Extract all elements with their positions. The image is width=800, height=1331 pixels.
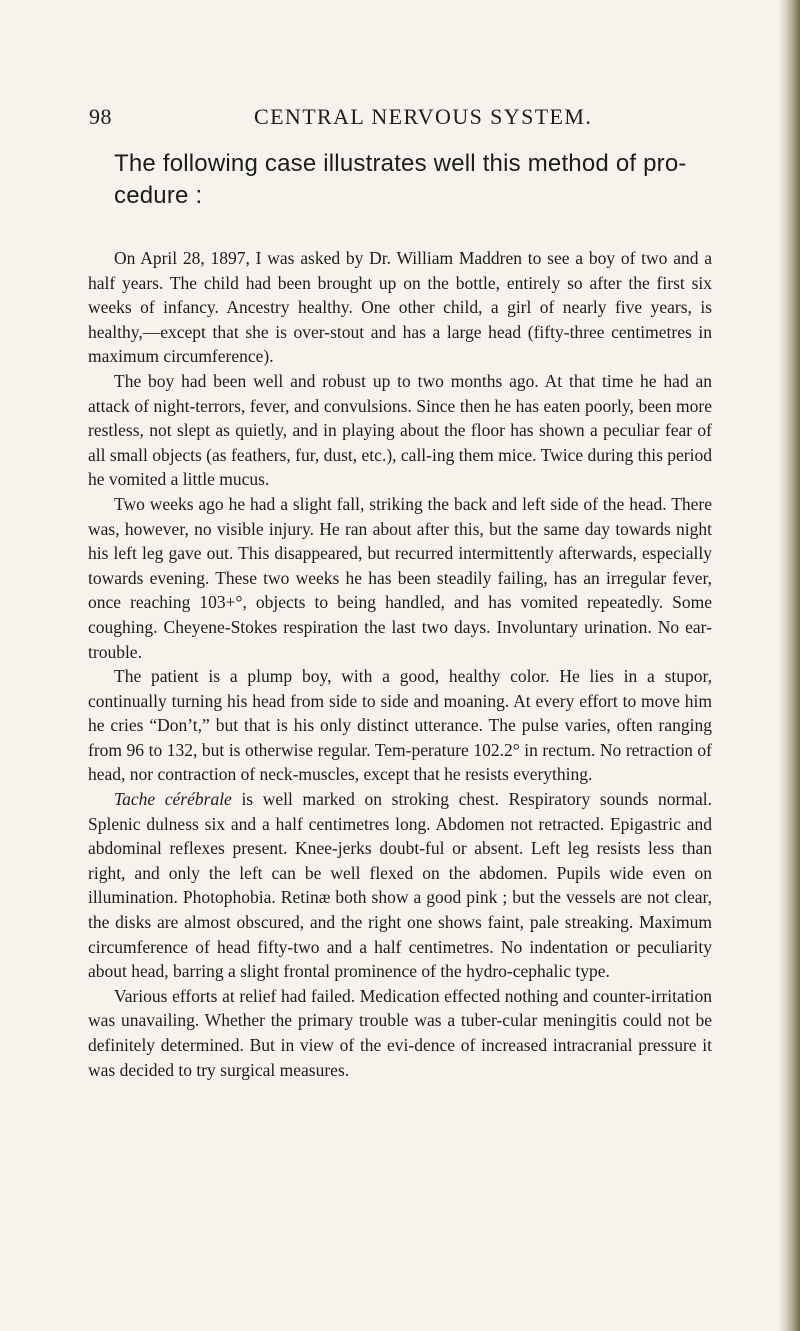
paragraph: The boy had been well and robust up to two months ago. At that time he had an attack of night-terrors, fever, and convulsions. Since then he has eaten poorly, been more restless, not slept as quietly, and in playing about the floor has shown a peculiar fear of all small objects (as feathers, fur, dust, etc.), call-ing them mice. Twice during this period he vomited a little mucus. (88, 370, 712, 490)
paragraph: Various efforts at relief had failed. Medication effected nothing and counter-irritation was unavailing. Whether the primary trouble was a tuber-cular meningitis could not be definitely determined. But in view of the evi-dence of increased intracranial pressure it was decided to try surgical measures. (88, 985, 712, 1080)
paragraph-tache (88, 787, 712, 984)
paragraph: Two weeks ago he had a slight fall, striking the back and left side of the head. There was, however, no visible injury. He ran about after this, but the same day towards night his left leg gave out. This disappeared, but recurred intermittently afterwards, especially towards evening. These two weeks he has been steadily failing, has an irregular fever, once reaching 103+°, objects to being handled, and has vomited repeatedly. Some coughing. Cheyene-Stokes respiration the last two days. Involuntary urination. No ear-trouble. (88, 493, 712, 662)
chapter-title: CENTRAL NERVOUS SYSTEM. (254, 104, 593, 129)
case-report (88, 246, 712, 1082)
paragraph-text: is well marked on stroking chest. Respiratory sounds normal. Splenic dulness six and a half centimetres long. Abdomen not retracted. Epigastric and abdominal reflexes present. Knee-jerks doubt-ful or absent. Left leg resists less than right, and only the left can be well flexed on the abdomen. Pupils wide even on illumination. Photophobia. Retinæ both show a good pink ; but the vessels are not clear, the disks are almost obscured, and the right one shows faint, pale streaking. Maximum circumference of head fifty-two and a half centimetres. No indentation or peculiarity about head, barring a slight frontal prominence of the hydro-cephalic type. (88, 789, 712, 982)
running-head (89, 104, 709, 138)
paragraph: On April 28, 1897, I was asked by Dr. William Maddren to see a boy of two and a half years. The child had been brought up on the bottle, entirely so after the first six weeks of infancy. Ancestry healthy. One other child, a girl of nearly five years, is healthy,—except that she is over-stout and has a large head (fifty-three centimetres in maximum circumference). (88, 248, 712, 367)
italic-term: Tache cérébrale (114, 789, 232, 810)
page-edge-shadow (778, 0, 800, 1331)
page-number: 98 (89, 104, 112, 129)
paragraph: The patient is a plump boy, with a good, healthy color. He lies in a stupor, continually turning his head from side to side and moaning. At every effort to move him he cries “Don’t,” but that is his only distinct utterance. The pulse varies, often ranging from 96 to 132, but is otherwise regular. Tem-perature 102.2° in rectum. No retraction of head, nor contraction of neck-muscles, except that he resists everything. (88, 666, 712, 785)
intro-sentence: The following case illustrates well this method of pro-cedure : (114, 150, 687, 209)
